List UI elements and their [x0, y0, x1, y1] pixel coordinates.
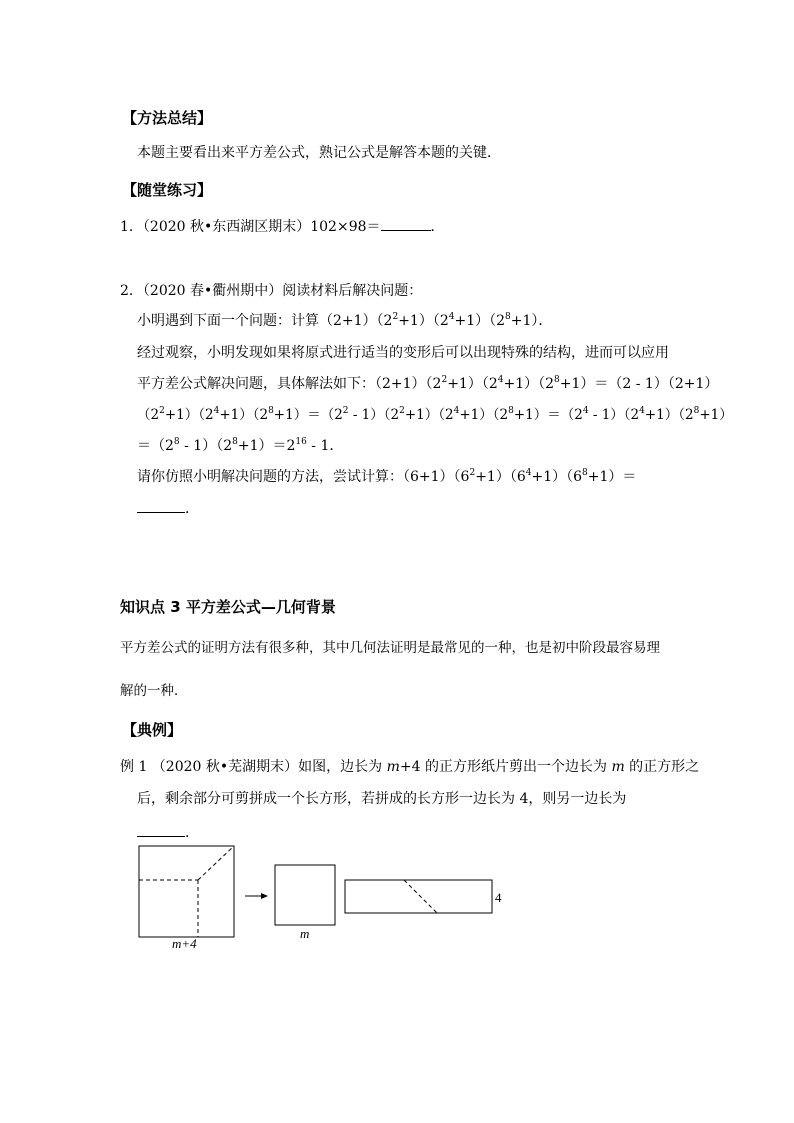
- variable-m: m: [386, 759, 400, 775]
- small-square: [275, 865, 335, 925]
- q1-text: 1．（2020 秋•东西湖区期末）102×98＝: [120, 219, 381, 235]
- text-span: +1）（2: [454, 313, 506, 329]
- exponent: 4: [582, 406, 589, 416]
- exponent: 8: [693, 406, 700, 416]
- variable-m: m: [611, 759, 625, 775]
- text-span: 的正方形纸片剪出一个边长为: [420, 759, 612, 775]
- rectangle-dashed-diagonal: [404, 880, 437, 913]
- text-span: ＝（2: [137, 438, 174, 454]
- text-span: +1）（6: [475, 469, 526, 485]
- text-span: （2: [137, 407, 160, 423]
- practice-question-2-title: 2．（2020 春•衢州期中）阅读材料后解决问题：: [120, 283, 423, 299]
- text-span: ．: [185, 501, 199, 517]
- knowledge-point-heading: 知识点 3 平方差公式—几何背景: [120, 598, 336, 616]
- exponent: 2: [469, 468, 476, 478]
- text-span: - 1）（2: [348, 407, 400, 423]
- text-span: +1）＝2: [237, 438, 296, 454]
- exponent: 8: [505, 312, 511, 322]
- exponent: 2: [441, 375, 448, 385]
- text-span: +1）: [699, 407, 733, 423]
- dashed-cut-diagonal: [198, 846, 234, 880]
- arrow-icon: [261, 893, 268, 899]
- label-rectangle-side: 4: [495, 890, 502, 905]
- exponent: 8: [554, 375, 560, 385]
- text-span: +1）＝（2 - 1）（2+1）: [559, 376, 719, 392]
- text-span: 平方差公式解决问题，具体解法如下：（2+1）（2: [137, 376, 442, 392]
- exponent: 4: [453, 406, 460, 416]
- exponent: 2: [159, 406, 165, 416]
- text-span: ．: [185, 825, 199, 841]
- exponent: 16: [295, 437, 307, 447]
- text-span: +1）＝（2: [273, 407, 343, 423]
- exponent: 4: [497, 375, 504, 385]
- exponent: 2: [342, 406, 349, 416]
- exponent: 2: [399, 406, 405, 416]
- method-summary-heading: 【方法总结】: [122, 109, 213, 127]
- example-heading: 【典例】: [122, 721, 183, 739]
- q1-suffix: ．: [430, 219, 445, 235]
- text-span: +1）（2: [219, 407, 269, 423]
- text-span: - 1）（2: [588, 407, 640, 423]
- method-summary-text: 本题主要看出来平方差公式，熟记公式是解答本题的关键．: [137, 145, 501, 161]
- exponent: 4: [213, 406, 220, 416]
- text-span: +1）（2: [459, 407, 509, 423]
- text-span: 例 1 （2020 秋•芜湖期末）如图，边长为: [120, 759, 387, 775]
- text-span: 请你仿照小明解决问题的方法，尝试计算：（6+1）（6: [137, 469, 470, 485]
- exponent: 4: [639, 406, 645, 416]
- text-span: +1）（2: [644, 407, 694, 423]
- text-span: +1）．: [510, 313, 553, 329]
- exponent: 8: [508, 406, 514, 416]
- text-span: +1）＝: [587, 469, 637, 485]
- text-span: +1）＝（2: [513, 407, 583, 423]
- text-span: +1）（6: [531, 469, 583, 485]
- label-small-square: m: [300, 926, 310, 941]
- exponent: 4: [448, 312, 455, 322]
- text-span: - 1．: [306, 438, 344, 454]
- text-span: +1）（2: [164, 407, 214, 423]
- q2-observation-line: 经过观察，小明发现如果将原式进行适当的变形后可以出现特殊的结构，进而可以应用: [137, 345, 669, 361]
- text-span: +1）（2: [447, 376, 498, 392]
- knowledge-paragraph-line-2: 解的一种．: [120, 683, 188, 699]
- text-span: +1）（2: [503, 376, 555, 392]
- text-span: 的正方形之: [624, 759, 700, 775]
- exponent: 8: [232, 437, 238, 447]
- text-span: 小明遇到下面一个问题：计算（2+1）（2: [137, 313, 393, 329]
- exponent: 8: [582, 468, 588, 478]
- label-big-square: m+4: [172, 936, 197, 951]
- exponent: 8: [173, 437, 180, 447]
- example-line-2: 后，剩余部分可剪拼成一个长方形，若拼成的长方形一边长为 4，则另一边长为: [137, 791, 627, 807]
- exponent: 8: [268, 406, 274, 416]
- exponent: 4: [525, 468, 532, 478]
- knowledge-paragraph-line-1: 平方差公式的证明方法有很多种，其中几何法证明是最常见的一种，也是初中阶段最容易理: [120, 640, 660, 656]
- exponent: 2: [392, 312, 399, 322]
- text-span: +1）（2: [404, 407, 454, 423]
- text-span: +4: [399, 759, 421, 775]
- text-span: - 1）（2: [179, 438, 233, 454]
- practice-heading: 【随堂练习】: [122, 181, 213, 199]
- text-span: +1）（2: [398, 313, 449, 329]
- long-rectangle: [345, 880, 492, 913]
